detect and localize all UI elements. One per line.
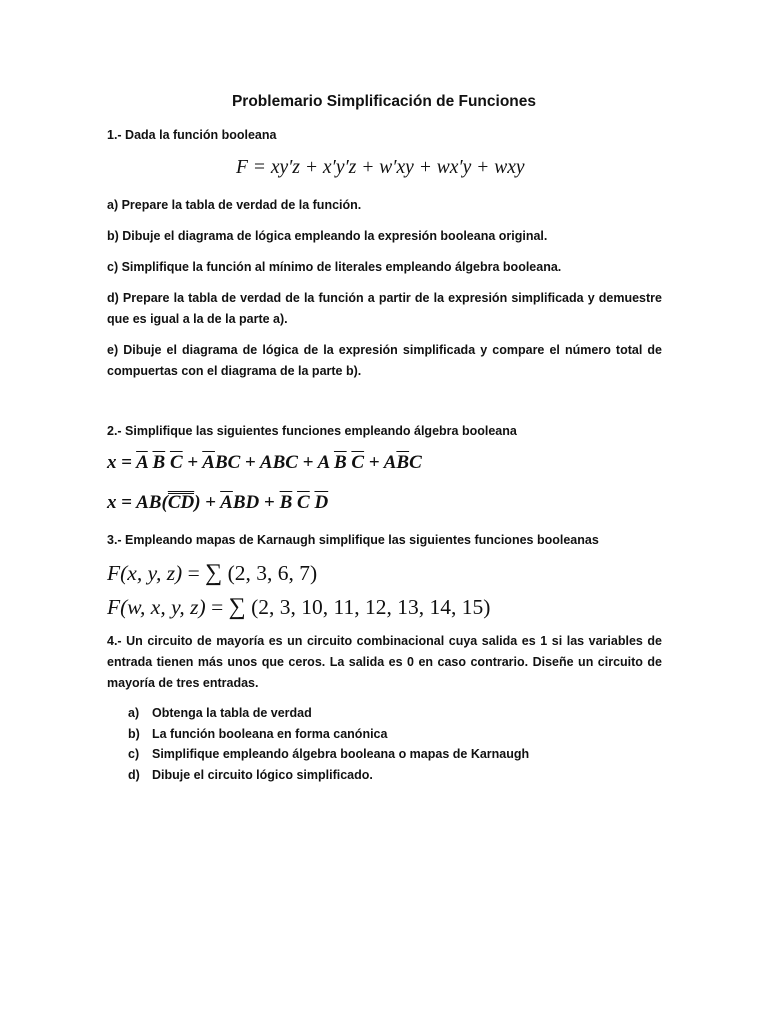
- list-item-label: b): [128, 726, 140, 741]
- list-item-label: a): [128, 706, 140, 720]
- eq-minterms: (2, 3, 10, 11, 12, 13, 14, 15): [251, 595, 491, 619]
- eq-literal: $\overline{B}$: [279, 492, 293, 513]
- eq-literal: A: [383, 452, 397, 473]
- eq-literal: $\overline{C}$: [351, 452, 365, 473]
- list-item-text: Obtenga la tabla de verdad: [152, 706, 312, 720]
- list-item: [128, 765, 668, 786]
- eq-lhs: x: [107, 492, 117, 513]
- sigma-symbol: ∑: [228, 594, 246, 620]
- eq-literal: $\overline{B}$: [152, 452, 166, 473]
- eq-plus: +: [205, 492, 217, 513]
- eq-plus: +: [368, 452, 380, 473]
- list-item-label: d): [128, 767, 140, 782]
- eq-sign: =: [187, 561, 200, 585]
- q1-part-c: c) Simplifique la función al mínimo de literales empleando álgebra booleana.: [107, 260, 562, 274]
- eq-literal: $\overline{B}$: [396, 452, 410, 473]
- sigma-symbol: ∑: [205, 560, 223, 586]
- q1-part-e: e) Dibuje el diagrama de lógica de la expresión simplificada y compare el número total de compuertas con el diagrama de la parte b).: [107, 343, 662, 378]
- eq-plus: +: [245, 452, 256, 473]
- q1-intro: 1.- Dada la función booleana: [107, 128, 277, 142]
- eq-literal: $\overline{A}$: [136, 452, 148, 473]
- q1-part-d: d) Prepare la tabla de verdad de la función a partir de la expresión simplificada y demuestre que es igual a la de la parte a).: [107, 291, 662, 326]
- q2-equation-2: [107, 492, 328, 514]
- eq-lhs: F(w, x, y, z): [107, 595, 206, 619]
- list-item: [128, 703, 668, 724]
- eq-literal: $\overline{C}$: [169, 452, 183, 473]
- eq-literal: $\overline{B}$: [333, 452, 347, 473]
- eq-sign: =: [211, 595, 224, 619]
- q2-equation-1: [107, 452, 422, 474]
- list-item: [128, 744, 668, 765]
- eq-literal: C: [409, 452, 422, 473]
- eq-literal: ): [194, 492, 201, 513]
- eq-lhs: F(x, y, z): [107, 561, 183, 585]
- eq-minterms: (2, 3, 6, 7): [227, 561, 318, 585]
- q2-intro: 2.- Simplifique las siguientes funciones empleando álgebra booleana: [107, 424, 517, 438]
- eq-literal: $\overline{D}$: [314, 492, 329, 513]
- q4-list: [128, 703, 668, 785]
- q3-equation-2: [107, 594, 490, 621]
- eq-plus: +: [302, 452, 314, 473]
- q4-intro: 4.- Un circuito de mayoría es un circuito combinacional cuya salida es 1 si las variables de entrada tienen más unos que ceros. La salida es 0 en caso contrario. Diseñe un circuito de mayoría de tres entradas.: [107, 634, 662, 690]
- list-item-text: Simplifique empleando álgebra booleana o mapas de Karnaugh: [152, 747, 530, 761]
- eq-literal: A: [317, 452, 330, 473]
- eq-literal: AB(: [136, 492, 168, 513]
- q3-equation-1: [107, 560, 317, 587]
- eq-lhs: x: [107, 452, 117, 473]
- q1-part-b: b) Dibuje el diagrama de lógica empleando la expresión booleana original.: [107, 229, 548, 243]
- document-title: Problemario Simplificación de Funciones: [231, 93, 537, 110]
- list-item-label: c): [128, 747, 140, 761]
- eq-sign: =: [121, 492, 133, 513]
- q3-intro: 3.- Empleando mapas de Karnaugh simplifique las siguientes funciones booleanas: [107, 533, 599, 547]
- eq-literal: $\overline{A}$: [202, 452, 215, 473]
- list-item: [128, 724, 668, 745]
- eq-double-bar-term: $\overline{CD}$: [167, 492, 195, 513]
- list-item-text: Dibuje el circuito lógico simplificado.: [152, 767, 373, 782]
- eq-plus: +: [187, 452, 199, 473]
- eq-term: ABC: [259, 452, 298, 473]
- eq-literal: BD: [232, 492, 260, 513]
- q1-equation: F = xy′z + x′y′z + w′xy + wx′y + wxy: [236, 157, 525, 178]
- q1-part-a: a) Prepare la tabla de verdad de la función.: [107, 198, 362, 212]
- eq-literal: $\overline{A}$: [220, 492, 233, 513]
- eq-literal: BC: [214, 452, 241, 473]
- eq-plus: +: [264, 492, 275, 513]
- eq-literal: $\overline{C}$: [297, 492, 310, 513]
- list-item-text: La función booleana en forma canónica: [152, 726, 388, 741]
- eq-sign: =: [121, 452, 133, 473]
